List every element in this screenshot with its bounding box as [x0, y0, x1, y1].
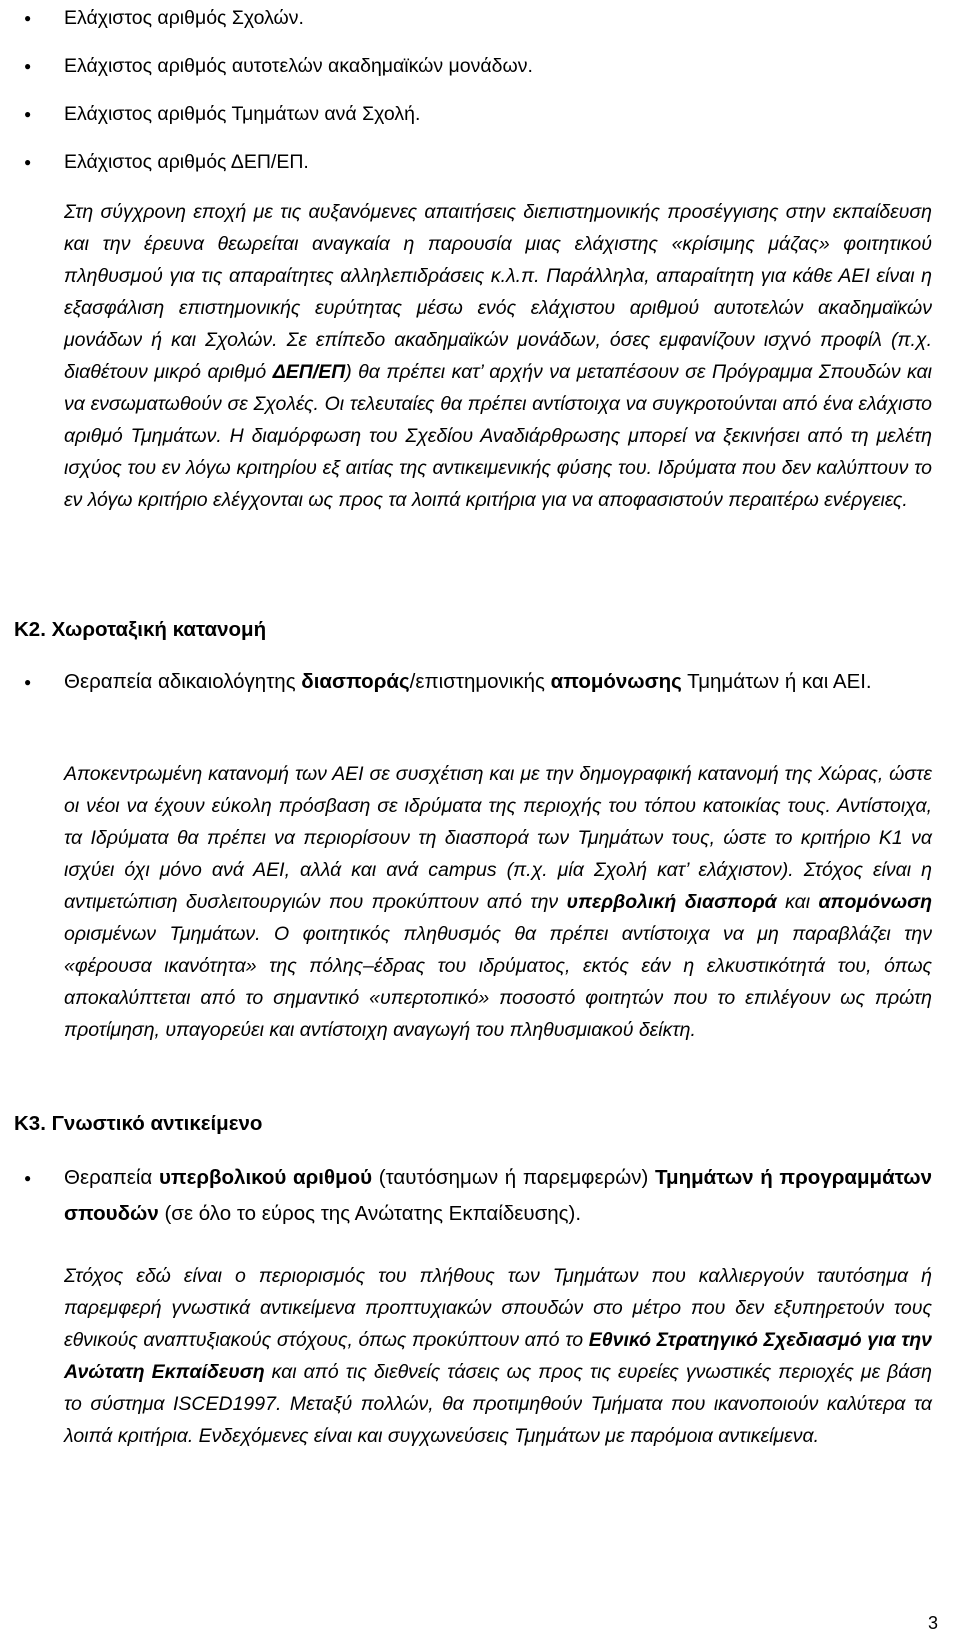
- text-run: ορισμένων Τμημάτων. Ο φοιτητικός πληθυσμός θα πρέπει αντίστοιχα να μη παραβλάζει την «φέρουσα ικανότητα» της πόλης–έδρας του ιδρύματος, εκτός εάν η ελκυστικότητά του, όπως αποκαλύπτεται από το σημαντικό «υπερτοπικό» ποσοστό φοιτητών που το επιλέγουν ως πρώτη προτίμηση, υπαγορεύει και αντίστοιχη αναγωγή του πληθυσμιακού δείκτη.: [64, 923, 932, 1041]
- k2-paragraph: [64, 758, 932, 1046]
- bold-text: Τμημάτων ή προγραμμάτων σπουδών: [64, 1166, 932, 1225]
- text-run: Στη σύγχρονη εποχή με τις αυξανόμενες απαιτήσεις διεπιστημονικής προσέγγισης στην εκπαίδευση και την έρευνα θεωρείται αναγκαία η παρουσία μιας ελάχιστης «κρίσιμης μάζας» φοιτητικού πληθυσμού για τις απαραίτητες αλληλεπιδράσεις κ.λ.π. Παράλληλα, απαραίτητη για κάθε ΑΕΙ είναι η εξασφάλιση επιστημονικής ευρύτητας μέσω ενός ελάχιστου αριθμού αυτοτελών ακαδημαϊκών μονάδων ή και Σχολών. Σε επίπεδο ακαδημαϊκών μονάδων, όσες εμφανίζουν ισχνό προφίλ (π.χ. διαθέτουν μικρό αριθμό: [64, 201, 932, 383]
- text-run: /επιστημονικής: [409, 670, 551, 693]
- bold-text: Εθνικό Στρατηγικό Σχεδιασμό για την Ανώτατη Εκπαίδευση: [64, 1329, 932, 1383]
- bold-text: υπερβολικού αριθμού: [158, 1166, 373, 1189]
- list-item: [24, 1160, 932, 1232]
- k1-paragraph: [64, 196, 932, 516]
- text-run: Στόχος εδώ είναι ο περιορισμός του πλήθους των Τμημάτων που καλλιεργούν ταυτόσημα ή παρεμφερή γνωστικά αντικείμενα προπτυχιακών σπουδών στο μέτρο που δεν εξυπηρετούν τους εθνικούς αναπτυξιακούς στόχους, όπως προκύπτουν από το: [64, 1265, 932, 1351]
- k2-bullet-list: [24, 664, 932, 700]
- bold-text: διασποράς: [301, 670, 410, 693]
- text-run: και: [776, 891, 819, 913]
- text-run: Θεραπεία: [64, 1166, 159, 1189]
- k3-paragraph: [64, 1260, 932, 1452]
- text-run: Τμημάτων ή και ΑΕΙ.: [681, 670, 872, 693]
- text-run: Θεραπεία αδικαιολόγητης: [64, 670, 302, 693]
- list-item: ● Ελάχιστος αριθμός Τμημάτων ανά Σχολή.: [24, 98, 932, 130]
- list-item: ● Ελάχιστος αριθμός Σχολών.: [24, 2, 932, 34]
- criteria-list: [24, 2, 932, 178]
- bold-text: ΔΕΠ/ΕΠ: [272, 361, 346, 383]
- bold-text: απομόνωση: [818, 891, 932, 913]
- text-run: ) θα πρέπει κατ’ αρχήν να μεταπέσουν σε Πρόγραμμα Σπουδών και να ενσωματωθούν σε Σχολές. Οι τελευταίες θα πρέπει αντίστοιχα να συγκροτούνται από ένα ελάχιστο αριθμό Τμημάτων. Η διαμόρφωση του Σχεδίου Αναδιάρθρωσης μπορεί να ξεκινήσει από τη μελέτη ισχύος του εν λόγω κριτηρίου εξ αιτίας της αντικειμενικής φύσης του. Ιδρύματα που δεν καλύπτουν το εν λόγω κριτήριο ελέγχονται ως προς τα λοιπά κριτήρια για να αποφασιστούν περαιτέρω ενέργειες.: [64, 361, 933, 511]
- text-run: (σε όλο το εύρος της Ανώτατης Εκπαίδευσης).: [158, 1202, 582, 1225]
- page-number: 3: [927, 1613, 938, 1633]
- k3-bullet-list: [24, 1160, 932, 1232]
- list-item: ● Ελάχιστος αριθμός ΔΕΠ/ΕΠ.: [24, 146, 932, 178]
- bold-text: απομόνωσης: [550, 670, 682, 693]
- text-run: (ταυτόσημων ή παρεμφερών): [372, 1166, 656, 1189]
- text-run: Αποκεντρωμένη κατανομή των ΑΕΙ σε συσχέτιση και με την δημογραφική κατανομή της Χώρας, ώστε οι νέοι να έχουν εύκολη πρόσβαση σε ιδρύματα της περιοχής του τόπου κατοικίας τους. Αντίστοιχα, τα Ιδρύματα θα πρέπει να περιορίσουν τη διασπορά των Τμημάτων τους, ώστε το κριτήριο Κ1 να ισχύει όχι μόνο ανά ΑΕΙ, αλλά και ανά campus (π.χ. μία Σχολή κατ’ ελάχιστον). Στόχος είναι η αντιμετώπιση δυσλειτουργιών που προκύπτουν από την: [64, 763, 932, 913]
- section-heading-k2: Κ2. Χωροταξική κατανομή: [14, 618, 267, 641]
- text-run: και από τις διεθνείς τάσεις ως προς τις ευρείες γνωστικές περιοχές με βάση το σύστημα ISCED1997. Μεταξύ πολλών, θα προτιμηθούν Τμήματα που ικανοποιούν καλύτερα τα λοιπά κριτήρια. Ενδεχόμενες είναι και συγχωνεύσεις Τμημάτων με παρόμοια αντικείμενα.: [64, 1361, 932, 1447]
- list-item: ● Ελάχιστος αριθμός αυτοτελών ακαδημαϊκών μονάδων.: [24, 50, 932, 82]
- section-heading-k3: Κ3. Γνωστικό αντικείμενο: [14, 1112, 263, 1135]
- bold-text: υπερβολική διασπορά: [566, 891, 777, 913]
- list-item: [24, 664, 932, 700]
